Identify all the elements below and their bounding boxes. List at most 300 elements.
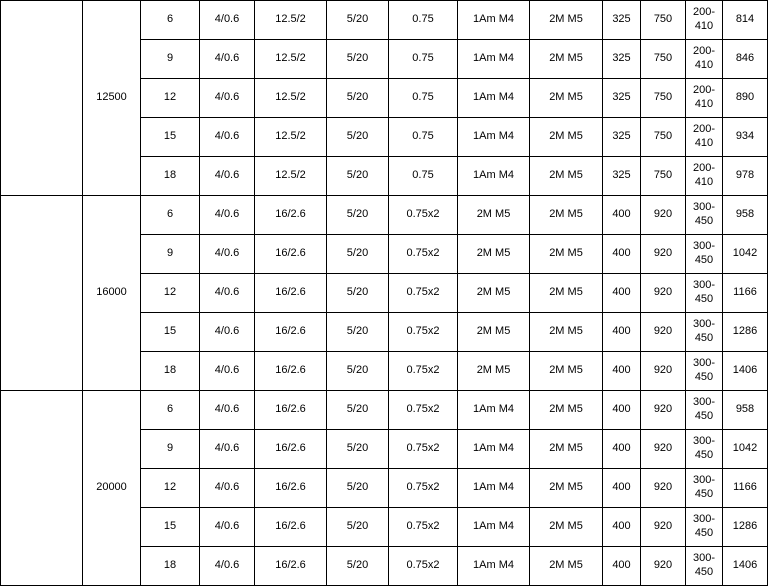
cell-value: 5/20	[346, 13, 369, 26]
table-cell	[603, 235, 641, 274]
cell-value: 9	[166, 442, 174, 455]
table-cell	[723, 469, 768, 508]
cell-value: 4/0.6	[214, 442, 240, 455]
cell-value: 920	[653, 520, 673, 533]
table-cell	[723, 508, 768, 547]
table-cell	[255, 430, 327, 469]
group-label-cell: 16000	[83, 196, 141, 391]
table-cell	[389, 118, 458, 157]
cell-value: 200-410	[692, 123, 716, 149]
table-cell	[641, 40, 686, 79]
table-cell	[530, 469, 603, 508]
table-cell	[723, 118, 768, 157]
table-cell	[200, 1, 255, 40]
cell-value: 16/2.6	[275, 325, 306, 338]
table-cell	[530, 547, 603, 586]
cell-value: 5/20	[346, 520, 369, 533]
table-cell	[641, 313, 686, 352]
table-cell	[141, 352, 200, 391]
table-cell	[327, 157, 389, 196]
table-cell	[603, 79, 641, 118]
cell-value: 0.75x2	[406, 403, 440, 416]
table-cell	[723, 40, 768, 79]
table-cell	[530, 391, 603, 430]
cell-value: 6	[166, 208, 174, 221]
cell-value: 400	[612, 559, 631, 572]
table-cell	[389, 391, 458, 430]
cell-value: 2M M5	[549, 208, 583, 221]
cell-value: 325	[612, 169, 631, 182]
cell-value: 0.75	[412, 130, 434, 143]
cell-value: 300-450	[692, 474, 716, 500]
cell-value: 4/0.6	[214, 520, 240, 533]
cell-value: 400	[612, 286, 631, 299]
cell-value: 2M M5	[549, 442, 583, 455]
cell-value: 890	[735, 91, 755, 104]
table-cell	[723, 1, 768, 40]
cell-value: 2M M5	[549, 559, 583, 572]
table-cell	[141, 391, 200, 430]
table-cell	[603, 1, 641, 40]
cell-value: 1Am M4	[473, 481, 514, 494]
table-cell	[641, 196, 686, 235]
table-cell	[530, 118, 603, 157]
cell-value: 325	[612, 52, 631, 65]
table-cell	[458, 313, 530, 352]
table-cell	[723, 313, 768, 352]
table-cell	[389, 157, 458, 196]
cell-value: 750	[653, 91, 673, 104]
cell-value: 12.5/2	[275, 169, 306, 182]
table-cell	[200, 313, 255, 352]
cell-value: 0.75	[412, 169, 434, 182]
table-cell	[686, 274, 723, 313]
table-cell	[641, 508, 686, 547]
table-cell	[458, 469, 530, 508]
cell-value: 4/0.6	[214, 91, 240, 104]
table-cell	[327, 430, 389, 469]
cell-value: 4/0.6	[214, 169, 240, 182]
table-cell	[200, 274, 255, 313]
cell-value: 325	[612, 130, 631, 143]
table-cell	[255, 1, 327, 40]
table-cell	[200, 469, 255, 508]
cell-value: 1406	[732, 364, 758, 377]
cell-value: 400	[612, 247, 631, 260]
table-cell	[255, 352, 327, 391]
group-label-cell: 20000	[83, 391, 141, 586]
table-cell	[603, 40, 641, 79]
table-cell	[723, 391, 768, 430]
cell-value: 0.75	[412, 52, 434, 65]
table-cell	[327, 196, 389, 235]
cell-value: 5/20	[346, 325, 369, 338]
cell-value: 750	[653, 130, 673, 143]
cell-value: 0.75x2	[406, 481, 440, 494]
table-cell	[389, 274, 458, 313]
cell-value: 920	[653, 442, 673, 455]
cell-value: 200-410	[692, 84, 716, 110]
table-cell	[255, 469, 327, 508]
table-cell	[686, 1, 723, 40]
table-cell	[327, 391, 389, 430]
cell-value: 5/20	[346, 403, 369, 416]
table-cell	[327, 118, 389, 157]
table-cell	[327, 313, 389, 352]
cell-value: 18	[163, 559, 177, 572]
table-cell	[327, 79, 389, 118]
table-cell	[641, 430, 686, 469]
table-row	[1, 391, 768, 430]
table-cell	[603, 157, 641, 196]
cell-value: 2M M5	[549, 130, 583, 143]
cell-value: 846	[735, 52, 755, 65]
cell-value: 300-450	[692, 201, 716, 227]
cell-value: 920	[653, 481, 673, 494]
cell-value: 16/2.6	[275, 403, 306, 416]
table-cell	[723, 430, 768, 469]
cell-value: 0.75	[412, 91, 434, 104]
table-cell	[641, 79, 686, 118]
cell-value: 2M M5	[549, 364, 583, 377]
table-cell	[389, 235, 458, 274]
cell-value: 5/20	[346, 91, 369, 104]
table-cell	[603, 547, 641, 586]
page-margin-cell	[1, 1, 83, 196]
table-cell	[458, 235, 530, 274]
cell-value: 2M M5	[549, 325, 583, 338]
cell-value: 5/20	[346, 559, 369, 572]
cell-value: 750	[653, 52, 673, 65]
cell-value: 2M M5	[549, 403, 583, 416]
table-cell	[200, 157, 255, 196]
table-cell	[530, 430, 603, 469]
table-cell	[141, 274, 200, 313]
table-cell	[327, 547, 389, 586]
table-cell	[530, 1, 603, 40]
group-label-cell: 12500	[83, 1, 141, 196]
table-cell	[686, 79, 723, 118]
cell-value: 300-450	[692, 435, 716, 461]
table-cell	[603, 508, 641, 547]
cell-value: 12.5/2	[275, 91, 306, 104]
cell-value: 958	[735, 403, 755, 416]
table-cell	[141, 40, 200, 79]
table-cell	[141, 313, 200, 352]
table-cell	[641, 118, 686, 157]
cell-value: 300-450	[692, 240, 716, 266]
cell-value: 1286	[732, 325, 758, 338]
cell-value: 2M M5	[549, 481, 583, 494]
table-cell	[141, 157, 200, 196]
cell-value: 1Am M4	[473, 52, 514, 65]
cell-value: 2M M5	[549, 520, 583, 533]
cell-value: 5/20	[346, 169, 369, 182]
table-cell	[723, 235, 768, 274]
table-cell	[389, 196, 458, 235]
cell-value: 958	[735, 208, 755, 221]
cell-value: 300-450	[692, 396, 716, 422]
cell-value: 1286	[732, 520, 758, 533]
table-cell	[458, 40, 530, 79]
cell-value: 0.75x2	[406, 364, 440, 377]
table-cell	[530, 352, 603, 391]
cell-value: 12.5/2	[275, 130, 306, 143]
cell-value: 4/0.6	[214, 13, 240, 26]
table-cell	[641, 1, 686, 40]
cell-value: 0.75x2	[406, 208, 440, 221]
cell-value: 4/0.6	[214, 481, 240, 494]
cell-value: 1Am M4	[473, 442, 514, 455]
table-cell	[641, 547, 686, 586]
table-cell	[327, 235, 389, 274]
cell-value: 920	[653, 403, 673, 416]
cell-value: 400	[612, 325, 631, 338]
cell-value: 978	[735, 169, 755, 182]
table-cell	[603, 430, 641, 469]
table-cell	[255, 547, 327, 586]
table-cell	[141, 235, 200, 274]
cell-value: 12	[163, 286, 177, 299]
cell-value: 12	[163, 481, 177, 494]
cell-value: 2M M5	[549, 286, 583, 299]
table-cell	[686, 391, 723, 430]
cell-value: 920	[653, 286, 673, 299]
cell-value: 16/2.6	[275, 520, 306, 533]
table-cell	[641, 274, 686, 313]
table-cell	[686, 508, 723, 547]
cell-value: 750	[653, 169, 673, 182]
cell-value: 1Am M4	[473, 520, 514, 533]
table-cell	[641, 469, 686, 508]
cell-value: 400	[612, 364, 631, 377]
table-cell	[200, 118, 255, 157]
table-cell	[686, 469, 723, 508]
table-cell	[389, 40, 458, 79]
cell-value: 1042	[732, 442, 758, 455]
cell-value: 2M M5	[549, 247, 583, 260]
table-cell	[389, 547, 458, 586]
table-cell	[641, 352, 686, 391]
table-cell	[603, 352, 641, 391]
table-cell	[530, 313, 603, 352]
table-cell	[530, 274, 603, 313]
cell-value: 12.5/2	[275, 13, 306, 26]
table-cell	[530, 157, 603, 196]
table-cell	[686, 118, 723, 157]
cell-value: 4/0.6	[214, 559, 240, 572]
table-cell	[200, 196, 255, 235]
table-cell	[458, 508, 530, 547]
table-cell	[686, 157, 723, 196]
cell-value: 12	[163, 91, 177, 104]
table-cell	[389, 352, 458, 391]
cell-value: 4/0.6	[214, 364, 240, 377]
cell-value: 325	[612, 13, 631, 26]
table-cell	[327, 508, 389, 547]
cell-value: 5/20	[346, 442, 369, 455]
cell-value: 300-450	[692, 357, 716, 383]
cell-value: 1Am M4	[473, 130, 514, 143]
table-cell	[603, 274, 641, 313]
table-cell	[723, 196, 768, 235]
cell-value: 0.75x2	[406, 442, 440, 455]
table-cell	[603, 391, 641, 430]
table-cell	[458, 352, 530, 391]
table-cell	[723, 352, 768, 391]
cell-value: 1Am M4	[473, 91, 514, 104]
table-cell	[141, 79, 200, 118]
cell-value: 920	[653, 559, 673, 572]
cell-value: 6	[166, 403, 174, 416]
cell-value: 4/0.6	[214, 130, 240, 143]
table-cell	[530, 79, 603, 118]
cell-value: 2M M5	[549, 91, 583, 104]
cell-value: 5/20	[346, 247, 369, 260]
cell-value: 2M M5	[549, 52, 583, 65]
table-cell	[686, 235, 723, 274]
cell-value: 16/2.6	[275, 442, 306, 455]
table-cell	[255, 196, 327, 235]
cell-value: 5/20	[346, 208, 369, 221]
table-cell	[458, 274, 530, 313]
table-cell	[686, 313, 723, 352]
cell-value: 5/20	[346, 481, 369, 494]
cell-value: 0.75x2	[406, 247, 440, 260]
cell-value: 4/0.6	[214, 286, 240, 299]
cell-value: 1166	[733, 286, 757, 299]
table-cell	[141, 469, 200, 508]
cell-value: 4/0.6	[214, 325, 240, 338]
table-cell	[458, 1, 530, 40]
table-cell	[389, 1, 458, 40]
table-cell	[641, 235, 686, 274]
table-cell	[458, 391, 530, 430]
table-cell	[141, 547, 200, 586]
table-row	[1, 196, 768, 235]
table-cell	[200, 391, 255, 430]
table-cell	[458, 430, 530, 469]
table-cell	[255, 118, 327, 157]
cell-value: 300-450	[692, 318, 716, 344]
table-cell	[141, 1, 200, 40]
page-margin-cell	[1, 391, 83, 586]
cell-value: 400	[612, 442, 631, 455]
cell-value: 0.75x2	[406, 325, 440, 338]
table-cell	[530, 235, 603, 274]
cell-value: 16/2.6	[275, 247, 306, 260]
table-cell	[200, 79, 255, 118]
cell-value: 300-450	[692, 279, 716, 305]
table-cell	[686, 40, 723, 79]
table-cell	[530, 40, 603, 79]
cell-value: 5/20	[346, 52, 369, 65]
cell-value: 200-410	[692, 162, 716, 188]
cell-value: 16/2.6	[275, 364, 306, 377]
table-cell	[255, 508, 327, 547]
cell-value: 1Am M4	[473, 559, 514, 572]
table-cell	[530, 196, 603, 235]
table-cell	[200, 430, 255, 469]
table-cell	[458, 118, 530, 157]
cell-value: 2M M5	[476, 325, 511, 338]
cell-value: 0.75	[412, 13, 434, 26]
cell-value: 18	[163, 364, 177, 377]
cell-value: 1406	[732, 559, 758, 572]
table-cell	[603, 469, 641, 508]
cell-value: 4/0.6	[214, 403, 240, 416]
cell-value: 15	[163, 130, 177, 143]
table-cell	[327, 40, 389, 79]
table-cell	[141, 430, 200, 469]
cell-value: 400	[612, 208, 631, 221]
cell-value: 1Am M4	[473, 403, 514, 416]
table-cell	[255, 235, 327, 274]
cell-value: 2M M5	[476, 247, 511, 260]
table-cell	[255, 79, 327, 118]
table-row	[1, 1, 768, 40]
table-cell	[458, 79, 530, 118]
cell-value: 0.75x2	[406, 286, 440, 299]
cell-value: 200-410	[692, 6, 716, 32]
cell-value: 2M M5	[549, 169, 583, 182]
table-cell	[141, 196, 200, 235]
table-cell	[723, 79, 768, 118]
cell-value: 9	[166, 52, 174, 65]
table-cell	[200, 547, 255, 586]
table-cell	[389, 508, 458, 547]
table-cell	[389, 79, 458, 118]
cell-value: 300-450	[692, 552, 716, 578]
table-cell	[200, 235, 255, 274]
table-cell	[255, 40, 327, 79]
cell-value: 400	[612, 481, 631, 494]
cell-value: 4/0.6	[214, 247, 240, 260]
table-cell	[200, 40, 255, 79]
table-cell	[327, 469, 389, 508]
cell-value: 6	[166, 13, 174, 26]
table-cell	[686, 352, 723, 391]
table-cell	[327, 1, 389, 40]
table-cell	[141, 508, 200, 547]
cell-value: 16/2.6	[275, 481, 306, 494]
table-cell	[603, 118, 641, 157]
table-cell	[200, 352, 255, 391]
table-cell	[255, 391, 327, 430]
table-cell	[641, 391, 686, 430]
cell-value: 15	[163, 325, 177, 338]
cell-value: 2M M5	[549, 13, 583, 26]
cell-value: 750	[653, 13, 673, 26]
cell-value: 2M M5	[476, 364, 511, 377]
page-margin-cell	[1, 196, 83, 391]
table-cell	[255, 157, 327, 196]
table-cell	[458, 157, 530, 196]
cell-value: 16/2.6	[275, 208, 306, 221]
cell-value: 12.5/2	[275, 52, 306, 65]
table-cell	[389, 469, 458, 508]
table-cell	[723, 547, 768, 586]
table-cell	[641, 157, 686, 196]
table-cell	[389, 430, 458, 469]
cell-value: 2M M5	[476, 208, 511, 221]
cell-value: 1Am M4	[473, 13, 514, 26]
cell-value: 15	[163, 520, 177, 533]
table-body	[1, 1, 768, 586]
table-cell	[723, 274, 768, 313]
cell-value: 4/0.6	[214, 52, 240, 65]
cell-value: 18	[163, 169, 177, 182]
